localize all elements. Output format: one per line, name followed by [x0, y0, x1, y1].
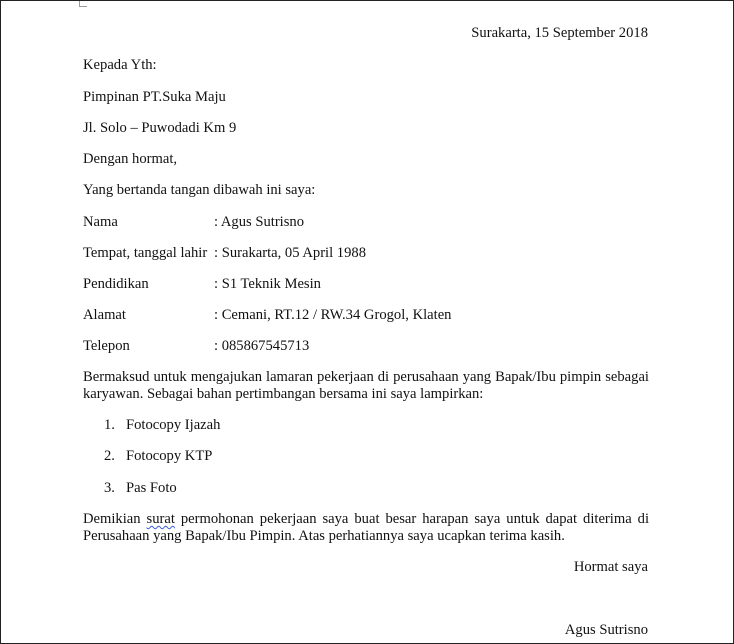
attachment-number: 1. [104, 417, 115, 433]
recipient-salutation: Kepada Yth: [83, 57, 157, 73]
attachment-number: 3. [104, 480, 115, 496]
closing-paragraph [83, 511, 649, 545]
sign-off: Hormat saya [573, 559, 648, 575]
place-date: Surakarta, 15 September 2018 [471, 25, 648, 41]
intro-line: Yang bertanda tangan dibawah ini saya: [83, 182, 316, 198]
closing-text-start: Demikian [83, 511, 147, 527]
detail-value-alamat: : Cemani, RT.12 / RW.34 Grogol, Klaten [214, 307, 452, 323]
attachment-item: Fotocopy Ijazah [126, 417, 221, 433]
spelling-flagged-word[interactable]: surat [146, 511, 175, 527]
detail-value-telepon: : 085867545713 [214, 338, 310, 354]
margin-corner-mark [79, 1, 87, 7]
detail-value-nama: : Agus Sutrisno [214, 214, 305, 230]
attachment-item: Pas Foto [126, 480, 177, 496]
greeting: Dengan hormat, [83, 151, 178, 167]
detail-value-pendidikan: : S1 Teknik Mesin [214, 276, 321, 292]
detail-value-ttl: : Surakarta, 05 April 1988 [214, 245, 366, 261]
detail-label-telepon: Telepon [83, 338, 130, 354]
signature-name: Agus Sutrisno [564, 622, 648, 638]
attachment-item: Fotocopy KTP [126, 448, 213, 464]
detail-label-pendidikan: Pendidikan [83, 276, 149, 292]
detail-label-alamat: Alamat [83, 307, 126, 323]
detail-label-nama: Nama [83, 214, 118, 230]
detail-label-ttl: Tempat, tanggal lahir [83, 245, 208, 261]
closing-text-rest: permohonan pekerjaan saya buat besar harapan saya untuk dapat diterima di Perusahaan yang Bapak/Ibu Pimpin. Atas perhatiannya saya ucapkan terima kasih. [83, 511, 649, 544]
purpose-paragraph: Bermaksud untuk mengajukan lamaran pekerjaan di perusahaan yang Bapak/Ibu pimpin sebagai karyawan. Sebagai bahan pertimbangan bersama ini saya lampirkan: [83, 369, 649, 402]
attachment-number: 2. [104, 448, 115, 464]
recipient-address: Jl. Solo – Puwodadi Km 9 [83, 120, 237, 136]
recipient-name: Pimpinan PT.Suka Maju [83, 89, 226, 105]
